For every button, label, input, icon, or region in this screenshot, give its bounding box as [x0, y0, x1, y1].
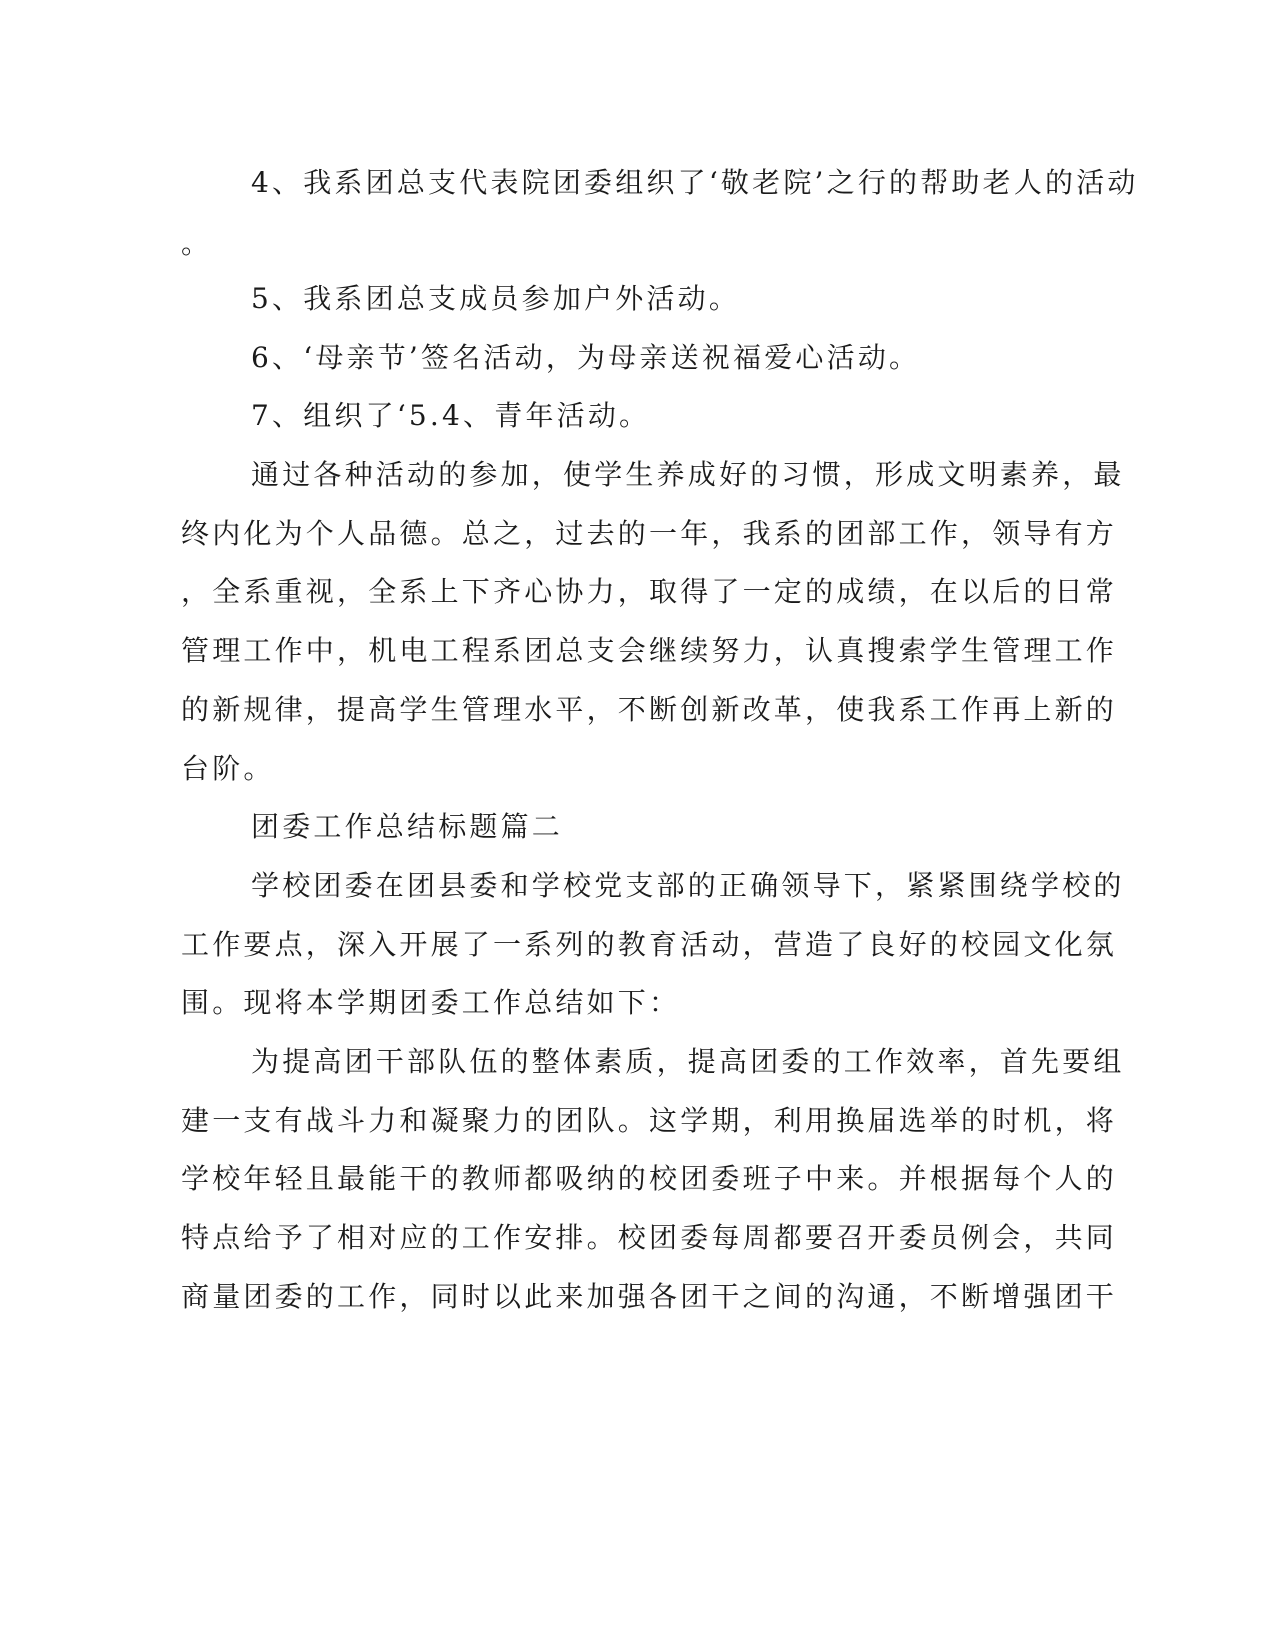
text-line: 学校年轻且最能干的教师都吸纳的校团委班子中来。并根据每个人的	[181, 1162, 1118, 1195]
text-line: 终内化为个人品德。总之，过去的一年，我系的团部工作，领导有方	[181, 517, 1118, 550]
section-heading: 团委工作总结标题篇二	[251, 810, 564, 843]
text-line: 特点给予了相对应的工作安排。校团委每周都要召开委员例会，共同	[181, 1221, 1118, 1254]
text-line: 商量团委的工作，同时以此来加强各团干之间的沟通，不断增强团干	[181, 1280, 1118, 1313]
text-line: 。	[181, 227, 213, 260]
text-line: 工作要点，深入开展了一系列的教育活动，营造了良好的校园文化氛	[181, 928, 1118, 961]
text-line: 管理工作中，机电工程系团总支会继续努力，认真搜索学生管理工作	[181, 634, 1118, 667]
text-line: 7、组织了‘5.4、青年活动。	[251, 399, 651, 432]
text-line: 5、我系团总支成员参加户外活动。	[251, 282, 741, 315]
text-line: 建一支有战斗力和凝聚力的团队。这学期，利用换届选举的时机，将	[181, 1104, 1118, 1137]
text-line: ，全系重视，全系上下齐心协力，取得了一定的成绩，在以后的日常	[181, 575, 1118, 608]
text-line: 台阶。	[181, 752, 275, 785]
text-line: 通过各种活动的参加，使学生养成好的习惯，形成文明素养，最	[251, 458, 1125, 491]
text-line: 学校团委在团县委和学校党支部的正确领导下，紧紧围绕学校的	[251, 869, 1125, 902]
text-line: 4、我系团总支代表院团委组织了‘敬老院’之行的帮助老人的活动	[251, 166, 1139, 199]
text-line: 围。现将本学期团委工作总结如下：	[181, 986, 681, 1019]
text-line: 6、‘母亲节’签名活动，为母亲送祝福爱心活动。	[251, 341, 921, 374]
text-line: 的新规律，提高学生管理水平，不断创新改革，使我系工作再上新的	[181, 693, 1118, 726]
text-line: 为提高团干部队伍的整体素质，提高团委的工作效率，首先要组	[251, 1045, 1125, 1078]
